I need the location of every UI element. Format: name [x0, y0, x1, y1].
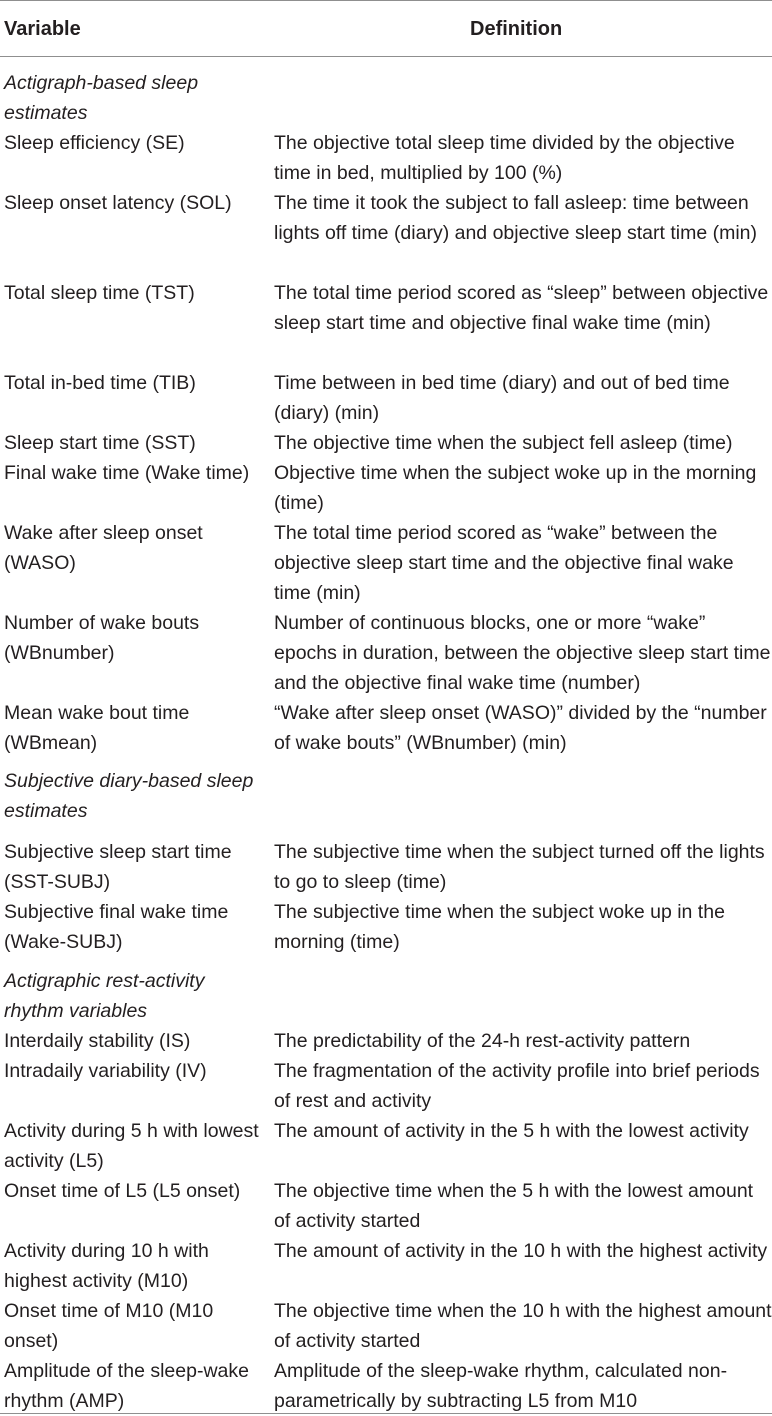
- definition-cell: The objective time when the subject fell asleep (time): [274, 432, 733, 454]
- header-variable: Variable: [4, 18, 81, 40]
- variable-cell: Onset time of M10 (M10 onset): [4, 1300, 214, 1352]
- definition-cell: The fragmentation of the activity profile into brief periods of rest and activity: [274, 1060, 760, 1112]
- variable-cell: Final wake time (Wake time): [4, 462, 250, 484]
- variable-cell: Activity during 5 h with lowest activity (L5): [4, 1120, 259, 1172]
- definition-cell: “Wake after sleep onset (WASO)” divided by the “number of wake bouts” (WBnumber) (min): [274, 702, 767, 754]
- definition-cell: The objective time when the 5 h with the lowest amount of activity started: [274, 1180, 754, 1232]
- variable-cell: Number of wake bouts (WBnumber): [4, 612, 200, 664]
- variable-cell: Intradaily variability (IV): [4, 1060, 207, 1082]
- definition-cell: The amount of activity in the 5 h with the lowest activity: [274, 1120, 749, 1142]
- definition-cell: The amount of activity in the 10 h with the highest activity: [274, 1240, 768, 1262]
- variable-cell: Sleep onset latency (SOL): [4, 192, 232, 214]
- header-rule: [0, 56, 772, 57]
- section-label: Actigraphic rest-activity rhythm variables: [4, 970, 205, 1022]
- definition-cell: Objective time when the subject woke up in the morning (time): [274, 462, 757, 514]
- definition-cell: Time between in bed time (diary) and out of bed time (diary) (min): [274, 372, 730, 424]
- variable-cell: Total in-bed time (TIB): [4, 372, 196, 394]
- variable-cell: Sleep start time (SST): [4, 432, 196, 454]
- definition-cell: The subjective time when the subject turned off the lights to go to sleep (time): [274, 841, 765, 893]
- definition-cell: The objective total sleep time divided by the objective time in bed, multiplied by 100 (%): [274, 132, 735, 184]
- variable-cell: Subjective sleep start time (SST-SUBJ): [4, 841, 232, 893]
- variable-cell: Onset time of L5 (L5 onset): [4, 1180, 241, 1202]
- table-top-rule: [0, 0, 772, 1]
- variable-cell: Activity during 10 h with highest activity (M10): [4, 1240, 209, 1292]
- definition-cell: The total time period scored as “sleep” between objective sleep start time and objective final wake time (min): [274, 282, 769, 334]
- variable-cell: Total sleep time (TST): [4, 282, 195, 304]
- definition-cell: The total time period scored as “wake” between the objective sleep start time and the objective final wake time (min): [274, 522, 734, 604]
- definition-cell: The subjective time when the subject woke up in the morning (time): [274, 901, 725, 953]
- definition-cell: Amplitude of the sleep-wake rhythm, calculated non-parametrically by subtracting L5 from M10: [274, 1360, 728, 1412]
- definition-cell: The time it took the subject to fall asleep: time between lights off time (diary) and objective sleep start time (min): [274, 192, 757, 244]
- variable-cell: Wake after sleep onset (WASO): [4, 522, 203, 574]
- section-label: Actigraph-based sleep estimates: [4, 72, 199, 124]
- variable-cell: Interdaily stability (IS): [4, 1030, 191, 1052]
- header-definition: Definition: [470, 18, 563, 40]
- variable-cell: Mean wake bout time (WBmean): [4, 702, 190, 754]
- definition-cell: The objective time when the 10 h with the highest amount of activity started: [274, 1300, 772, 1352]
- variable-cell: Amplitude of the sleep-wake rhythm (AMP): [4, 1360, 249, 1412]
- variable-cell: Sleep efficiency (SE): [4, 132, 185, 154]
- variable-cell: Subjective final wake time (Wake-SUBJ): [4, 901, 229, 953]
- definition-cell: Number of continuous blocks, one or more “wake” epochs in duration, between the objective sleep start time and the objective final wake time (number): [274, 612, 771, 694]
- definition-cell: The predictability of the 24-h rest-activity pattern: [274, 1030, 691, 1052]
- section-label: Subjective diary-based sleep estimates: [4, 770, 254, 822]
